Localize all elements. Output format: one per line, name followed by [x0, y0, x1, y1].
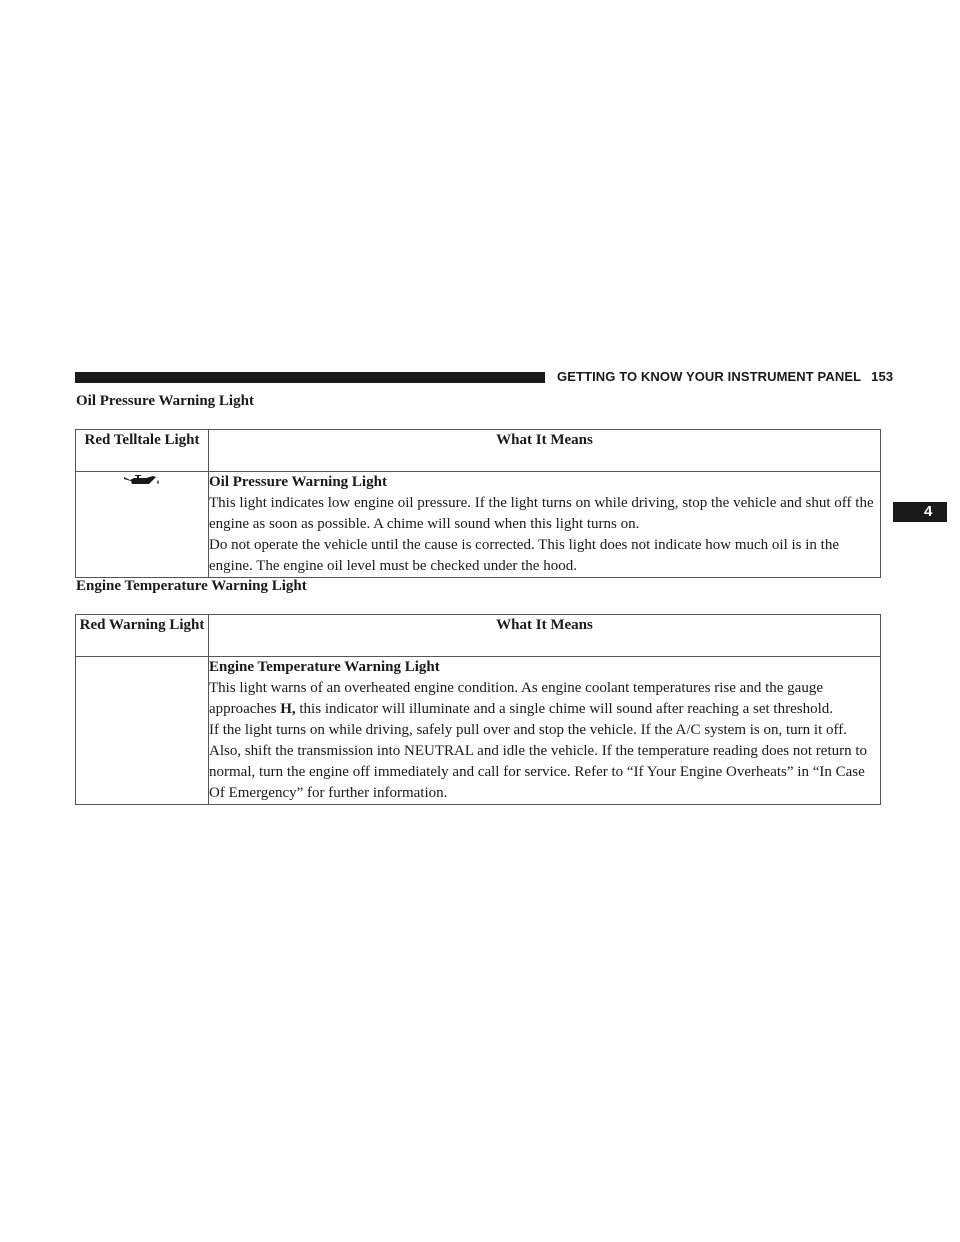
entry-title: Oil Pressure Warning Light	[209, 474, 387, 490]
column-header-meaning: What It Means	[209, 430, 881, 472]
table-header-row	[76, 615, 881, 657]
page-number: 153	[871, 369, 894, 384]
table-header-row	[76, 430, 881, 472]
section-heading-engine-temperature: Engine Temperature Warning Light	[76, 578, 307, 594]
chapter-tab: 4	[893, 502, 947, 522]
oil-pressure-table	[75, 429, 881, 578]
engine-temperature-table	[75, 614, 881, 805]
column-header-meaning: What It Means	[209, 615, 881, 657]
paragraph-text: This light warns of an overheated engine condition. As engine coolant temperatures rise and the gauge approaches	[209, 680, 823, 717]
column-header-telltale: Red Telltale Light	[76, 430, 209, 472]
paragraph	[209, 678, 880, 720]
table-row	[76, 472, 881, 578]
table-row	[76, 657, 881, 805]
header-title: GETTING TO KNOW YOUR INSTRUMENT PANEL	[557, 369, 862, 384]
paragraph: Do not operate the vehicle until the cause is corrected. This light does not indicate how much oil is in the engine. The engine oil level must be checked under the hood.	[209, 537, 839, 574]
paragraph: This light indicates low engine oil pressure. If the light turns on while driving, stop the vehicle and shut off the engine as soon as possible. A chime will sound when this light turns on.	[209, 495, 874, 532]
meaning-cell	[209, 657, 881, 805]
header-rule	[75, 372, 545, 383]
telltale-icon-cell	[76, 472, 209, 578]
gauge-mark: H,	[280, 701, 296, 717]
section-heading-oil-pressure: Oil Pressure Warning Light	[76, 393, 254, 409]
entry-title: Engine Temperature Warning Light	[209, 659, 440, 675]
meaning-cell	[209, 472, 881, 578]
paragraph-text: this indicator will illuminate and a single chime will sound after reaching a set threshold.	[299, 701, 834, 717]
warning-icon-cell	[76, 657, 209, 805]
oil-can-icon	[122, 474, 162, 488]
column-header-warning: Red Warning Light	[76, 615, 209, 657]
running-header	[557, 369, 894, 384]
paragraph: If the light turns on while driving, safely pull over and stop the vehicle. If the A/C system is on, turn it off. Also, shift the transmission into NEUTRAL and idle the vehicle. If the temperature reading does not return to normal, turn the engine off immediately and call for service. Refer to “If Your Engine Overheats” in “In Case Of Emergency” for further information.	[209, 722, 868, 801]
